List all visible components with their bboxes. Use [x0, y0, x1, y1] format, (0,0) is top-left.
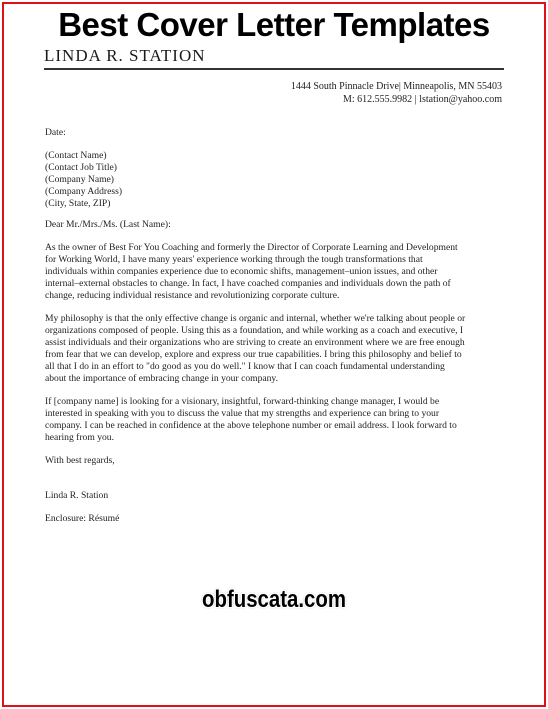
recipient-line: (City, State, ZIP): [45, 198, 111, 209]
paragraph-line: hearing from you.: [45, 432, 115, 443]
paragraph-line: for Working World, I have many years' experience working through the tough transformations that: [45, 254, 423, 265]
paragraph-line: individuals within companies experience due to economic shifts, management–union issues, and other: [45, 266, 438, 277]
paragraph-line: organizations composed of people. Using this as a foundation, and while working as a coach and executive, I: [45, 325, 464, 336]
paragraph-2: [45, 313, 505, 385]
paragraph-line: change, reducing individual resistance and revolutionizing corporate culture.: [45, 290, 340, 301]
paragraph-line: about the importance of embracing change in your company.: [45, 373, 279, 384]
paragraph-line: My philosophy is that the only effective change is organic and internal, whether we're talking about people or: [45, 313, 466, 324]
recipient-line: (Contact Job Title): [45, 162, 117, 173]
enclosure-line: Enclosure: Résumé: [45, 513, 120, 524]
banner-title: Best Cover Letter Templates: [58, 6, 490, 43]
sender-contact-line: M: 612.555.9982 | lstation@yahoo.com: [343, 94, 502, 105]
paragraph-line: If [company name] is looking for a visionary, insightful, forward-thinking change manager, I would be: [45, 396, 440, 407]
recipient-line: (Contact Name): [45, 150, 107, 161]
date-label: Date:: [45, 127, 66, 138]
paragraph-1: [45, 242, 505, 302]
paragraph-line: all that I do in an effort to "do good as you do well." I know that I can coach fundamental understanding: [45, 361, 445, 372]
paragraph-line: As the owner of Best For You Coaching and formerly the Director of Corporate Learning and Development: [45, 242, 458, 253]
signature-name: Linda R. Station: [45, 490, 109, 501]
watermark-text: obfuscata.com: [202, 586, 346, 613]
recipient-line: (Company Address): [45, 186, 123, 197]
closing: With best regards,: [45, 455, 115, 466]
sender-address-line: 1444 South Pinnacle Drive| Minneapolis, MN 55403: [290, 81, 502, 92]
sender-address-block: [291, 80, 502, 106]
paragraph-line: interested in speaking with you to discuss the value that my strengths and experience can bring to your: [45, 408, 440, 419]
paragraph-line: assist individuals and their organizations who are striving to create an environment where we are free enough: [45, 337, 465, 348]
letter-body: [45, 127, 505, 525]
header-rule: [44, 68, 504, 70]
sender-name: LINDA R. STATION: [44, 46, 206, 65]
paragraph-line: company. I can be reached in confidence at the above telephone number or email address. I look forward to: [45, 420, 457, 431]
recipient-line: (Company Name): [45, 174, 115, 185]
paragraph-3: [45, 396, 505, 444]
recipient-block: [45, 150, 505, 210]
salutation: Dear Mr./Mrs./Ms. (Last Name):: [45, 219, 171, 230]
paragraph-line: internal–external obstacles to change. In fact, I have coached companies and individuals down the path of: [45, 278, 451, 289]
paragraph-line: from fear that we can develop, explore and express our true capabilities. I bring this philosophy and belief to: [45, 349, 462, 360]
